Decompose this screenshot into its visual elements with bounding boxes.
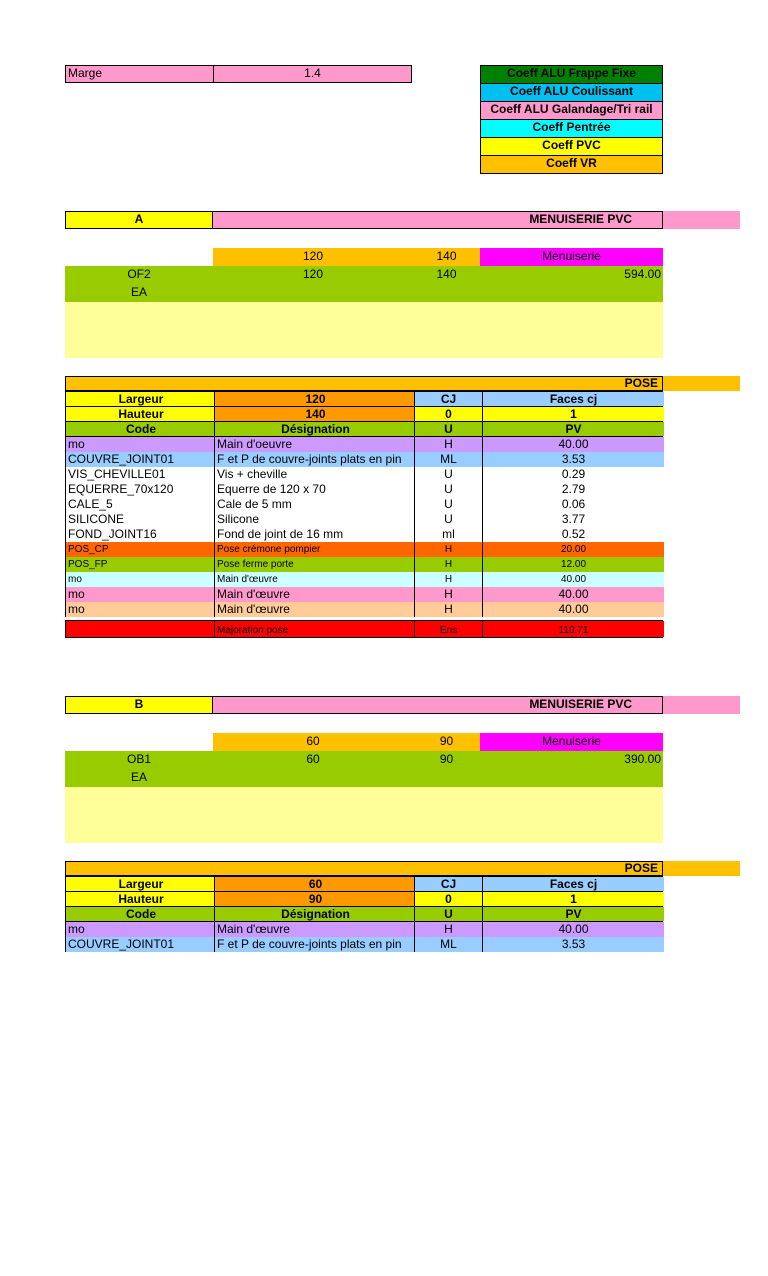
line-designation[interactable]: F et P de couvre-joints plats en pin — [214, 937, 414, 952]
marge-value[interactable]: 1.4 — [213, 66, 411, 82]
section-header — [65, 696, 663, 714]
pose-line — [65, 467, 663, 482]
pose-line — [65, 542, 663, 557]
line-designation[interactable]: Main d'œuvre — [214, 602, 414, 617]
line-code[interactable]: SILICONE — [66, 512, 214, 527]
majoration-code[interactable] — [66, 621, 214, 637]
pose-title-bar — [65, 376, 663, 391]
line-unit[interactable]: H — [414, 922, 482, 937]
faces-value[interactable]: 1 — [482, 407, 664, 421]
cj-label[interactable]: CJ — [414, 392, 482, 406]
head-code[interactable]: Code — [66, 907, 214, 921]
item-price[interactable]: 594.00 — [624, 267, 661, 281]
line-unit[interactable]: U — [414, 482, 482, 497]
line-designation[interactable]: Pose crémone pompier — [214, 542, 414, 557]
line-unit[interactable]: ML — [414, 452, 482, 467]
item-width[interactable]: 120 — [302, 267, 324, 281]
largeur-label[interactable]: Largeur — [66, 392, 214, 406]
pose-row-largeur — [65, 391, 663, 407]
line-pv[interactable]: 12.00 — [482, 557, 664, 572]
line-unit[interactable]: H — [414, 542, 482, 557]
line-pv[interactable]: 40.00 — [482, 602, 664, 617]
line-unit[interactable]: H — [414, 557, 482, 572]
line-code[interactable]: EQUERRE_70x120 — [66, 482, 214, 497]
line-code[interactable]: VIS_CHEVILLE01 — [66, 467, 214, 482]
pose-line — [65, 512, 663, 527]
pose-line — [65, 602, 663, 617]
line-designation[interactable]: Fond de joint de 16 mm — [214, 527, 414, 542]
item-sub[interactable]: EA — [130, 770, 147, 784]
line-pv[interactable]: 2.79 — [482, 482, 664, 497]
pose-row-largeur — [65, 876, 663, 892]
faces-value[interactable]: 1 — [482, 892, 664, 906]
line-code[interactable]: POS_FP — [66, 557, 214, 572]
line-designation[interactable]: Cale de 5 mm — [214, 497, 414, 512]
dim-width[interactable]: 120 — [302, 249, 324, 263]
line-unit[interactable]: U — [414, 467, 482, 482]
line-unit[interactable]: H — [414, 602, 482, 617]
line-designation[interactable]: Pose ferme porte — [214, 557, 414, 572]
line-designation[interactable]: F et P de couvre-joints plats en pin — [214, 452, 414, 467]
pose-line — [65, 482, 663, 497]
line-pv[interactable]: 40.00 — [482, 437, 664, 452]
marge-row — [65, 65, 412, 83]
line-designation[interactable]: Main d'œuvre — [214, 587, 414, 602]
legend-item[interactable]: Coeff ALU Galandage/Tri rail — [480, 101, 663, 120]
pose-line — [65, 922, 663, 937]
line-designation[interactable]: Main d'œuvre — [214, 922, 414, 937]
line-pv[interactable]: 40.00 — [482, 922, 664, 937]
legend-item[interactable]: Coeff ALU Coulissant — [480, 83, 663, 102]
pose-majoration — [65, 620, 663, 638]
hauteur-label[interactable]: Hauteur — [66, 892, 214, 906]
largeur-label[interactable]: Largeur — [66, 877, 214, 891]
line-pv[interactable]: 0.52 — [482, 527, 664, 542]
legend-item[interactable]: Coeff PVC — [480, 137, 663, 156]
line-unit[interactable]: H — [414, 437, 482, 452]
pose-row-hauteur — [65, 407, 663, 422]
cj-value[interactable]: 0 — [414, 892, 482, 906]
hauteur-value[interactable]: 140 — [214, 407, 414, 421]
line-pv[interactable]: 40.00 — [482, 587, 664, 602]
head-unit[interactable]: U — [414, 422, 482, 436]
line-code[interactable]: mo — [66, 437, 214, 452]
line-code[interactable]: mo — [66, 602, 214, 617]
head-pv[interactable]: PV — [482, 907, 664, 921]
cj-value[interactable]: 0 — [414, 407, 482, 421]
line-code[interactable]: POS_CP — [66, 542, 214, 557]
pose-line — [65, 937, 663, 952]
pose-line — [65, 527, 663, 542]
line-unit[interactable]: H — [414, 587, 482, 602]
head-unit[interactable]: U — [414, 907, 482, 921]
section-id[interactable]: A — [66, 212, 213, 228]
pose-title-overflow — [663, 861, 740, 876]
pose-line — [65, 587, 663, 602]
line-code[interactable]: COUVRE_JOINT01 — [66, 452, 214, 467]
item-sub[interactable]: EA — [130, 285, 147, 299]
legend-item[interactable]: Coeff Pentrée — [480, 119, 663, 138]
line-unit[interactable]: U — [414, 497, 482, 512]
pose-title-bar — [65, 861, 663, 876]
item-code[interactable]: OB1 — [126, 752, 151, 766]
pose-line — [65, 572, 663, 587]
largeur-value[interactable]: 120 — [214, 392, 414, 406]
legend-item[interactable]: Coeff ALU Frappe Fixe — [480, 65, 663, 84]
item-notes[interactable] — [65, 302, 663, 358]
pose-title[interactable]: POSE — [624, 376, 658, 390]
line-pv[interactable]: 20.00 — [482, 542, 664, 557]
pose-row-head — [65, 907, 663, 922]
pose-line — [65, 497, 663, 512]
section-header-overflow — [663, 211, 740, 229]
hauteur-value[interactable]: 90 — [214, 892, 414, 906]
majoration-unit[interactable]: Ens — [414, 621, 482, 637]
pose-row-hauteur — [65, 892, 663, 907]
line-designation[interactable]: Equerre de 120 x 70 — [214, 482, 414, 497]
pose-table — [65, 876, 663, 1276]
line-unit[interactable]: ML — [414, 937, 482, 952]
line-pv[interactable]: 40.00 — [482, 572, 664, 587]
dim-width[interactable]: 60 — [306, 734, 320, 748]
line-pv[interactable]: 3.77 — [482, 512, 664, 527]
line-code[interactable]: FOND_JOINT16 — [66, 527, 214, 542]
pose-line — [65, 557, 663, 572]
section-title[interactable]: MENUISERIE PVC — [529, 697, 632, 711]
pose-line — [65, 437, 663, 452]
item-notes[interactable] — [65, 787, 663, 843]
dim-height[interactable]: 140 — [436, 249, 457, 263]
head-code[interactable]: Code — [66, 422, 214, 436]
dims-label[interactable]: Menuiserie — [480, 248, 663, 266]
hauteur-label[interactable]: Hauteur — [66, 407, 214, 421]
line-pv[interactable]: 3.53 — [482, 452, 664, 467]
item-code[interactable]: OF2 — [127, 267, 151, 281]
section-id[interactable]: B — [66, 697, 213, 713]
line-pv[interactable]: 0.06 — [482, 497, 664, 512]
head-designation[interactable]: Désignation — [214, 907, 414, 921]
pose-title-overflow — [663, 376, 740, 391]
head-designation[interactable]: Désignation — [214, 422, 414, 436]
pose-line — [65, 452, 663, 467]
line-unit[interactable]: U — [414, 512, 482, 527]
section-header — [65, 211, 663, 229]
section-title[interactable]: MENUISERIE PVC — [529, 212, 632, 226]
faces-label[interactable]: Faces cj — [482, 392, 664, 406]
line-pv[interactable]: 0.29 — [482, 467, 664, 482]
item-width[interactable]: 60 — [306, 752, 320, 766]
largeur-value[interactable]: 60 — [214, 877, 414, 891]
line-designation[interactable]: Main d'oeuvre — [214, 437, 414, 452]
item-height[interactable]: 140 — [436, 267, 457, 281]
majoration-pv[interactable]: 110.71 — [482, 621, 664, 637]
item-price[interactable]: 390.00 — [624, 752, 661, 766]
marge-label[interactable]: Marge — [68, 66, 103, 80]
faces-label[interactable]: Faces cj — [482, 877, 664, 891]
pose-row-head — [65, 422, 663, 437]
head-pv[interactable]: PV — [482, 422, 664, 436]
dim-height[interactable]: 90 — [439, 734, 454, 748]
majoration-designation[interactable]: Majoration pose — [214, 621, 414, 637]
cj-label[interactable]: CJ — [414, 877, 482, 891]
line-pv[interactable]: 3.53 — [482, 937, 664, 952]
line-designation[interactable]: Silicone — [214, 512, 414, 527]
line-unit[interactable]: ml — [414, 527, 482, 542]
line-unit[interactable]: H — [414, 572, 482, 587]
line-designation[interactable]: Main d'œuvre — [214, 572, 414, 587]
dims-label[interactable]: Menuiserie — [480, 733, 663, 751]
line-code[interactable]: mo — [66, 572, 214, 587]
line-code[interactable]: mo — [66, 587, 214, 602]
line-code[interactable]: CALE_5 — [66, 497, 214, 512]
pose-table — [65, 391, 663, 791]
pose-title[interactable]: POSE — [624, 861, 658, 875]
line-code[interactable]: mo — [66, 922, 214, 937]
item-height[interactable]: 90 — [439, 752, 454, 766]
section-header-overflow — [663, 696, 740, 714]
legend-item[interactable]: Coeff VR — [480, 155, 663, 174]
line-designation[interactable]: Vis + cheville — [214, 467, 414, 482]
line-code[interactable]: COUVRE_JOINT01 — [66, 937, 214, 952]
